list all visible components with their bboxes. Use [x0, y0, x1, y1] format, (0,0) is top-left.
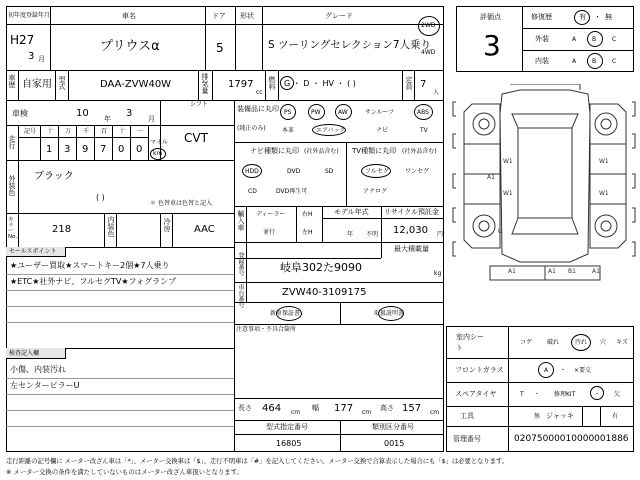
load-unit: kg: [434, 270, 442, 277]
interior-color-label: 内装色: [107, 216, 115, 237]
navi-header: ナビ種類に丸印: [250, 147, 299, 155]
equip-tv: TV: [420, 127, 428, 134]
capacity-value: 7: [420, 79, 427, 90]
type-approval-label: 型式指定番号: [266, 423, 308, 431]
spare-kit: 修理KIT: [554, 391, 576, 398]
import-left: 左H: [302, 229, 313, 236]
interior-seat-label: 室内シート: [456, 333, 484, 352]
color-note: 色替車は色替と記入: [158, 200, 213, 207]
type-approval-value: 16805: [276, 439, 302, 448]
mark-a1-c: A1: [548, 268, 556, 275]
equip-aw: AW: [338, 109, 348, 116]
seat-scratch: キズ: [616, 339, 628, 346]
airbag-circle: [312, 124, 346, 136]
door-label: ドア: [212, 12, 226, 20]
mark-w1-d: W1: [599, 190, 609, 197]
mileage-label: 走行: [8, 135, 16, 149]
import-right: 右H: [302, 211, 313, 218]
tv-analog: アナログ: [363, 188, 388, 195]
place-1: 一: [137, 128, 144, 135]
mark-a1-a: A1: [487, 174, 495, 181]
chassis-value: ZVW40-3109175: [282, 287, 367, 298]
width-unit: cm: [362, 409, 372, 416]
equipment-label: 装備品に丸印: [237, 105, 279, 113]
manual: 取扱説明書: [374, 310, 405, 317]
displacement-value: 1797: [228, 79, 254, 90]
place-1k: 千: [83, 128, 90, 135]
mileage-digit: 3: [64, 144, 71, 155]
category-label: 類別区分番号: [372, 423, 414, 431]
car-name: プリウスα: [100, 39, 160, 54]
model-year-unit: 年: [347, 231, 354, 238]
repair-no: 無: [605, 13, 612, 21]
shift-value: CVT: [184, 131, 208, 145]
registration-value: 岐阜302た9090: [280, 261, 362, 274]
tools-label: 工具: [460, 412, 474, 420]
model-year-unknown: 不明: [366, 231, 379, 238]
color-label: 外装色: [8, 175, 16, 196]
recycle-label: リサイクル預託金: [384, 208, 440, 216]
category-value: 0015: [384, 439, 405, 448]
mark-a1-d: A1: [592, 268, 600, 275]
width-label: 幅: [312, 404, 319, 412]
windshield-sep: ・: [560, 367, 567, 374]
mileage-unit-mile: マイル: [150, 139, 168, 146]
inspector-line-2: 左センターピラーU: [10, 381, 80, 390]
ext-c: C: [612, 36, 617, 43]
seat-scorch: コゲ: [520, 339, 533, 346]
inspection-month: 3: [126, 108, 133, 119]
ext-b: B: [592, 36, 597, 43]
month-unit: 月: [38, 55, 45, 63]
repair-yes: 有: [579, 13, 586, 21]
mark-b1: B1: [568, 268, 576, 275]
caution-label: 注意事項・不具合箇所: [236, 326, 297, 333]
mileage-digit: 0: [136, 144, 143, 155]
tv-oneseg: ワンセグ: [405, 168, 430, 175]
mileage-digit: 0: [118, 144, 125, 155]
fuel-label: 燃料: [268, 76, 276, 90]
inspector-line-1: 小傷、内装汚れ: [10, 365, 66, 374]
windshield-a: A: [544, 367, 549, 374]
registration-label: 登録番号: [237, 252, 244, 276]
place-10: 十: [119, 128, 126, 135]
height-unit: cm: [430, 409, 440, 416]
load-label: 最大積載量: [394, 245, 429, 253]
mileage-digit: 1: [46, 144, 53, 155]
first-reg-month: 3: [28, 51, 35, 62]
equip-ps: PS: [284, 109, 292, 116]
equip-airbag: エアバック: [316, 127, 346, 134]
color-no: 218: [52, 224, 72, 235]
place-symbol: 記号: [24, 128, 37, 135]
grade-label: グレード: [325, 12, 353, 20]
repair-sep: ・: [594, 13, 601, 21]
sales-label: セールスポイント: [9, 248, 57, 255]
mark-w1-c: W1: [599, 158, 609, 165]
exterior-label: 外装: [535, 35, 549, 43]
spare-sep-1: ・: [534, 391, 541, 398]
repair-label: 修復歴: [531, 13, 552, 21]
navi-dvd-play: DVD再生可: [276, 188, 308, 195]
import-label: 輸入車: [237, 210, 245, 231]
usage-value: 自家用: [22, 79, 52, 90]
jack-value: 有: [612, 413, 619, 420]
model-value: DAA-ZVW40W: [100, 79, 172, 90]
equip-abs: ABS: [417, 109, 429, 116]
model-label: 型式: [58, 76, 66, 90]
inspection-year: 10: [76, 108, 89, 119]
capacity-label: 定員: [405, 76, 413, 90]
footer-line-2: ※ メーター交換の条件を満たしていないものはメーター改ざん車扱いとなります。: [6, 468, 243, 476]
tv-header: TV種類に丸印: [352, 147, 397, 155]
mark-w1-b: W1: [503, 190, 513, 197]
inspection-month-unit: 月: [148, 115, 155, 123]
sales-line-2: ★ETC★社外ナビ、フルセグTV★フォグランプ: [10, 277, 177, 286]
score-value: 3: [483, 29, 501, 62]
score-label: 評価点: [480, 13, 501, 21]
car-damage-diagram: [450, 84, 640, 324]
int-c: C: [612, 58, 617, 65]
navi-hdd: HDD: [245, 168, 259, 175]
width-value: 177: [334, 403, 354, 414]
first-reg-label: 初年度登録年月: [8, 12, 51, 19]
color-value: ブラック: [34, 171, 74, 182]
chassis-label: 車台番号: [237, 284, 244, 308]
car-name-label: 車名: [122, 12, 136, 20]
navi-cd: CD: [248, 188, 257, 195]
navi-sub: (社外品含む): [304, 148, 339, 155]
inspection-label: 車検: [12, 109, 28, 118]
mark-w1-a: W1: [503, 158, 513, 165]
inspector-label: 検査記入欄: [9, 350, 40, 357]
color-change-chk: ＊: [150, 200, 157, 207]
seat-hole: 穴: [600, 339, 607, 346]
grade-value: S ツーリングセレクション7人乗り: [268, 39, 432, 51]
fuel-options: G ・ D ・ HV ・ ( ): [284, 79, 356, 88]
import-parallel: 並行: [263, 229, 276, 236]
mgmt-label: 管理番号: [453, 435, 481, 443]
int-b: B: [592, 58, 597, 65]
footer-line-1: 走行距離の記号欄に メーター改ざん車は「*」、メーター交換車は「$」、走行不明車は「#」を記入してください。メーター交換で合算表示した場合にも「$」は必要となります。: [6, 457, 508, 465]
recycle-unit: 円: [437, 231, 444, 238]
int-a: A: [572, 58, 577, 65]
equip-leather: 本革: [282, 127, 295, 134]
ac-label: 冷房: [163, 218, 171, 232]
interior-label: 内装: [535, 57, 549, 65]
tools-value: 無: [534, 413, 541, 420]
mark-u: U: [498, 228, 503, 235]
spare-sep-2: ・: [594, 391, 601, 398]
model-year-label: モデル年式: [334, 208, 369, 216]
seat-tear: 破れ: [547, 339, 560, 346]
inspection-year-unit: 年: [104, 115, 111, 123]
spare-t: T: [520, 391, 524, 398]
recycle-value: 12,030: [393, 225, 428, 236]
first-reg-year: H27: [10, 33, 35, 47]
shape-label: 形状: [240, 12, 254, 20]
tv-sub: (社外品含む): [402, 148, 437, 155]
spare-missing: 欠: [614, 391, 621, 398]
mileage-digit: 7: [100, 144, 107, 155]
windshield-label: フロントガラス: [455, 366, 504, 374]
height-value: 157: [402, 403, 422, 414]
ac-value: AAC: [194, 224, 215, 235]
shift-label: シフト: [190, 101, 209, 108]
mileage-digit: 9: [82, 144, 89, 155]
equip-sunroof: サンルーフ: [365, 109, 395, 116]
displacement-label: 排気量: [201, 73, 209, 94]
drive-2wd: 2WD: [421, 22, 436, 29]
sales-line-1: ★ユーザー買取★スマートキー2個★7人乗り: [10, 261, 170, 270]
new-car-warranty: 新車保証書: [270, 310, 301, 317]
length-unit: cm: [291, 409, 301, 416]
place-100: 百: [101, 128, 108, 135]
jack-label: ジャッキ: [546, 412, 574, 420]
drive-4wd: 4WD: [421, 49, 436, 56]
tv-fullseg: フルセグ: [365, 168, 389, 175]
mgmt-number: 02075000010000001886: [514, 434, 629, 444]
equip-navi: ナビ: [376, 127, 389, 134]
import-dealer: ディーラー: [256, 211, 286, 218]
cc-unit: cc: [256, 89, 263, 96]
height-label: 高さ: [380, 404, 394, 412]
navi-sd: SD: [325, 168, 334, 175]
mileage-unit-km: km: [153, 150, 163, 157]
ext-a: A: [572, 36, 577, 43]
seat-stain: 汚れ: [575, 339, 588, 346]
mark-a1-b: A1: [508, 268, 516, 275]
place-10k: 万: [65, 128, 72, 135]
color-no-label: カラーNo.: [8, 217, 18, 240]
door-count: 5: [216, 41, 224, 55]
windshield-replace: ×要交: [574, 367, 592, 374]
length-label: 長さ: [238, 404, 252, 412]
navi-dvd: DVD: [287, 168, 301, 175]
spare-label: スペアタイヤ: [455, 390, 497, 398]
length-value: 464: [262, 403, 282, 414]
usage-label: 車歴: [8, 74, 16, 88]
equip-pw: PW: [311, 109, 321, 116]
color-paren: ( ): [96, 193, 105, 202]
place-100k: 十: [47, 128, 54, 135]
equipment-sublabel: (純正のみ): [237, 125, 266, 132]
person-unit: 人: [433, 89, 440, 96]
